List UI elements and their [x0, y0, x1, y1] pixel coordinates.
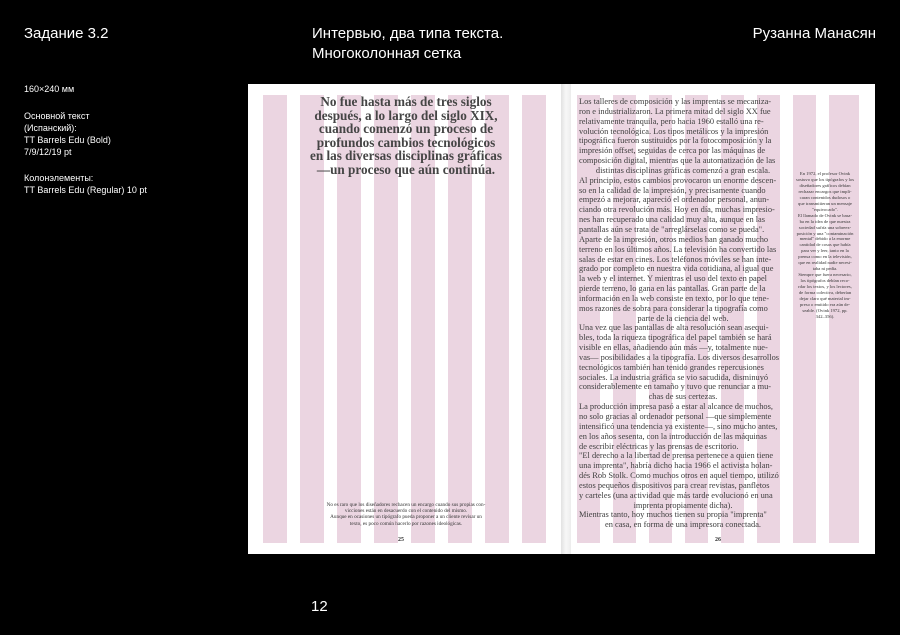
- text-line: en casa, en forma de una impresora conectada.: [604, 520, 762, 530]
- text-line: sociales. La industria gráfica se vio sacudida, disminuyó: [579, 372, 769, 382]
- text-line: pierde terreno, lo gana en las pantallas. Gran parte de la: [579, 284, 766, 294]
- footnote-text: [286, 502, 526, 527]
- text-line: No es raro que los diseñadores rechacen un encargo cuando sus propias con-: [326, 502, 486, 508]
- assignment-title-line-2: Многоколонная сетка: [312, 45, 462, 62]
- text-line: En 1972, el profesor Ovink: [799, 171, 851, 176]
- text-line: de forma colectiva, deberían: [798, 290, 852, 296]
- folio-right: 26: [715, 537, 721, 543]
- text-line: impresión offset, seguidas de cerca por las máquinas de: [579, 146, 766, 156]
- text-line: composición digital, mientras que la automatización de las: [579, 156, 776, 166]
- text-line: El llamado de Ovink se basa-: [798, 212, 852, 218]
- text-line: cuando comenzó un proceso de: [318, 121, 494, 137]
- text-line: mos razones de sobra para considerar la tipografía como: [579, 303, 768, 313]
- running-elements-font: TT Barrels Edu (Regular) 10 pt: [24, 185, 147, 195]
- text-line: después, a lo largo del siglo XIX,: [314, 107, 498, 123]
- text-line: "El derecho a la libertad de prensa pertenece a quien tiene: [579, 451, 774, 461]
- text-line: rechazar encargos que impli-: [798, 188, 852, 194]
- text-line: volución tecnológica. Los tipos metálicos y la impresión: [579, 126, 769, 136]
- folio-left: 25: [398, 537, 404, 543]
- assignment-title-line-1: Интервью, два типа текста.: [312, 25, 504, 42]
- text-line: cantidad de cosas que había: [799, 242, 851, 248]
- text-line: relativamente tranquila, pero hacia 1960 estalló una re-: [579, 116, 764, 126]
- text-line: caran contenidos dudosos o: [799, 194, 851, 200]
- text-line: "equivocado".: [811, 206, 839, 212]
- text-line: visible en ellas, añadiendo aún más —y, totalmente nue-: [579, 343, 768, 353]
- author-name: Рузанна Манасян: [752, 25, 876, 42]
- assignment-title: [312, 24, 503, 64]
- body-text-label: Основной текст: [24, 111, 90, 121]
- text-line: distintas disciplinas gráficas comenzó a gran escala.: [595, 165, 771, 175]
- text-line: Mientras tanto, hoy muchos tienen su propia "imprenta": [579, 510, 767, 520]
- text-line: Los talleres de composición y las imprentas se mecaniza-: [579, 97, 772, 106]
- body-text: [579, 97, 787, 530]
- text-line: y carteles (una actividad que más tarde evolucionó en una: [579, 490, 773, 500]
- text-line: No fue hasta más de tres siglos: [320, 94, 492, 109]
- format-size: 160×240 мм: [24, 84, 75, 94]
- text-line: La producción impresa pasó a estar al alcance de muchos,: [579, 402, 773, 412]
- text-line: una imprenta", habría dicho hacia 1966 el activista holan-: [579, 461, 773, 471]
- text-line: que en realidad nadie necesi-: [798, 260, 852, 266]
- text-line: considerablemente en tamaño y tuvo que renunciar a mu-: [579, 382, 772, 392]
- running-elements-label: Колонэлементы:: [24, 173, 94, 183]
- text-line: intensificó una tendencia ya existente—, sino mucho antes,: [579, 421, 778, 431]
- text-line: la web y el internet. Y mientras el uso del texto en papel: [579, 274, 767, 284]
- text-line: terreno en los últimos años. La televisión ha convertido las: [579, 244, 777, 254]
- text-line: nes han recuperado una calidad muy alta, aunque en las: [579, 215, 766, 225]
- text-line: so en la calidad de la impresión, y precisamente cuando: [579, 185, 766, 195]
- text-line: 342–356).: [815, 313, 835, 319]
- text-line: tipográfica fueron sustituidos por la fotocomposición y la: [579, 136, 772, 146]
- text-line: información en la web consiste en texto, por lo que tene-: [579, 293, 770, 303]
- text-line: mental" debido a la enorme: [799, 236, 851, 242]
- text-line: ciando otra revolución más. Hoy en día, muchas impresio-: [579, 205, 775, 215]
- text-line: Siempre que fuera necesario,: [798, 272, 852, 278]
- text-line: profundos cambios tecnológicos: [316, 134, 496, 150]
- text-line: ba en la idea de que nuestra: [799, 218, 851, 224]
- text-line: prensa como en la televisión,: [798, 254, 852, 260]
- text-line: que transmitieran un mensaje: [798, 200, 852, 206]
- text-line: Aparte de la impresión, otros medios han ganado mucho: [579, 234, 769, 244]
- text-line: posición y una "contaminación: [796, 230, 854, 236]
- text-line: imprenta propiamente dicha).: [633, 500, 733, 510]
- text-line: para ver y leer, tanto en la: [801, 248, 849, 254]
- text-line: texto, es poco común hacerlo por razones ideológicas.: [349, 520, 463, 527]
- spread-gutter: [561, 84, 571, 554]
- text-line: no solo gracias al ordenador personal —que simplemente: [579, 412, 772, 421]
- text-line: seable. (Ovink 1972, pp.: [802, 307, 848, 313]
- text-line: chas de sus certezas.: [648, 392, 718, 402]
- text-line: diseñadores gráficos debían: [799, 182, 851, 188]
- body-text-sizes: 7/9/12/19 pt: [24, 147, 72, 157]
- text-line: tecnológicos también han tenido grandes repercusiones: [579, 362, 764, 372]
- text-line: de escribir eléctricas y las prensas de escritorio.: [579, 441, 739, 451]
- text-line: en los años sesenta, con la introducción de las máquinas: [579, 431, 767, 441]
- side-note: [793, 171, 857, 320]
- text-line: pantallas aún se trata de "arreglárselas como se pueda".: [579, 224, 765, 234]
- text-line: ron e industrializaron. La primera mitad del siglo XX fue: [579, 106, 771, 116]
- text-line: grado por completo en nuestra vida cotidiana, al igual que: [579, 264, 774, 274]
- text-line: dés Rob Stolk. Como muchos otros en aquel tiempo, utilizó: [579, 471, 779, 481]
- text-line: en las diversas disciplinas gráficas: [310, 148, 502, 164]
- text-line: sostuvo que los tipógrafos y los: [795, 176, 855, 182]
- text-line: sociedad sufría una sobreex-: [798, 224, 852, 230]
- text-line: dejar claro qué material im-: [799, 296, 851, 302]
- book-spread: [248, 84, 875, 554]
- text-line: taba ni pedía.: [812, 266, 838, 272]
- text-line: Una vez que las pantallas de alta resolución sean asequi-: [579, 323, 769, 333]
- body-text-spec: [24, 110, 111, 158]
- text-line: vicciones están en desacuerdo con el contenido del mismo.: [344, 508, 468, 515]
- text-line: preso o emitido era aún de-: [799, 301, 851, 307]
- text-line: vas— posibilidades a la tipografía. Los diversos desarrollos: [579, 352, 780, 362]
- text-line: —un proceso que aún continúa.: [316, 161, 496, 177]
- running-elements-spec: [24, 172, 147, 196]
- lead-paragraph: [276, 95, 536, 177]
- text-line: Al principio, estos cambios provocaron un enorme descen-: [579, 175, 777, 185]
- text-line: rdar los textos, y los lectores,: [798, 284, 852, 290]
- body-text-font: TT Barrels Edu (Bold): [24, 135, 111, 145]
- text-line: bles, toda la riqueza tipográfica del papel también se hará: [579, 333, 772, 343]
- body-text-language: (Испанский):: [24, 123, 77, 133]
- text-line: parte de la ciencia del web.: [637, 313, 729, 323]
- text-line: los tipógrafos debían reco-: [800, 278, 850, 284]
- text-line: estos pequeños dispositivos para crear revistas, panfletos: [579, 480, 770, 490]
- task-title: Задание 3.2: [24, 25, 109, 42]
- text-line: Aunque en ocasiones un tipógrafo pueda proponer a un cliente revisar un: [330, 514, 482, 521]
- text-line: salas de estar en cines. Los teléfonos móviles se han inte-: [579, 254, 772, 264]
- page-number: 12: [311, 598, 328, 615]
- text-line: empezó a mejorar, apareció el ordenador personal, anun-: [579, 195, 770, 205]
